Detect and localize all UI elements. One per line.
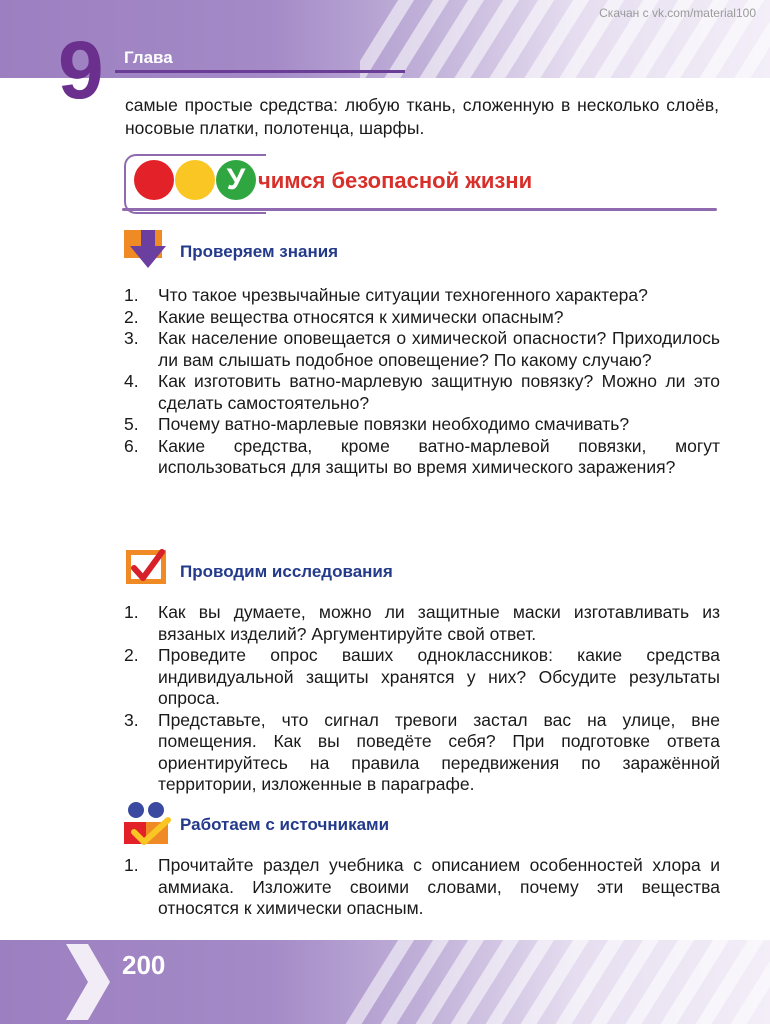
- traffic-light-red-icon: [134, 160, 174, 200]
- traffic-light-green-icon: У: [216, 160, 256, 200]
- list-item: 5. Почему ватно-марлевые повязки необходимо смачивать?: [124, 414, 630, 434]
- chapter-number: 9: [58, 25, 104, 116]
- section-title-research: Проводим исследования: [180, 562, 393, 581]
- list-item: 1. Прочитайте раздел учебника с описанием особенностей хлора и аммиака. Изложите своими словами, почему эти вещества относятся к химически опасным.: [124, 855, 720, 918]
- page-number: 200: [122, 950, 166, 980]
- section-banner: [122, 152, 717, 210]
- intro-paragraph: самые простые средства: любую ткань, сложенную в несколько слоёв, носовые платки, полотенца, шарфы.: [125, 95, 719, 138]
- list-item: 1. Что такое чрезвычайные ситуации техногенного характера?: [124, 285, 648, 305]
- list-item: 2. Проведите опрос ваших одноклассников: какие средства индивидуальной защиты хранятся у них? Обсудите результаты опроса.: [124, 645, 720, 708]
- list-item: 2. Какие вещества относятся к химически опасным?: [124, 306, 564, 327]
- list-item: 1. Как вы думаете, можно ли защитные маски изготавливать из вязаных изделий? Аргументируйте свой ответ.: [124, 602, 720, 644]
- list-item: 3. Представьте, что сигнал тревоги застал вас на улице, вне помещения. Как вы поведёте себя? При подготовке ответа ориентируйтесь на правила передвижения по заражённой территории, изложенные в параграфе.: [124, 709, 720, 794]
- question-list-sources: [124, 855, 720, 920]
- people-icon: [124, 800, 174, 846]
- traffic-light-yellow-icon: [175, 160, 215, 200]
- header-rule: [115, 70, 405, 73]
- list-item: 4. Как изготовить ватно-марлевую защитную повязку? Можно ли это сделать самостоятельно?: [124, 371, 720, 413]
- list-item: 6. Какие средства, кроме ватно-марлевой повязки, могут использоваться для защиты во время химического заражения?: [124, 435, 720, 477]
- chevron-right-icon: [62, 944, 112, 1020]
- section-title-sources: Работаем с источниками: [180, 815, 390, 834]
- banner-underline: [122, 208, 717, 211]
- footer-band: [0, 940, 770, 1024]
- watermark: Скачан с vk.com/material100: [599, 6, 756, 20]
- question-list-research: [124, 602, 720, 796]
- question-list-knowledge: [124, 285, 720, 479]
- section-title-knowledge: Проверяем знания: [180, 242, 339, 261]
- list-item: 3. Как население оповещается о химической опасности? Приходилось ли вам слышать подобное оповещение? По какому случаю?: [124, 328, 720, 370]
- checkmark-box-icon: [124, 548, 172, 588]
- chapter-label: Глава: [124, 48, 173, 67]
- arrow-down-icon: [124, 230, 172, 270]
- banner-title: чимся безопасной жизни: [258, 168, 533, 193]
